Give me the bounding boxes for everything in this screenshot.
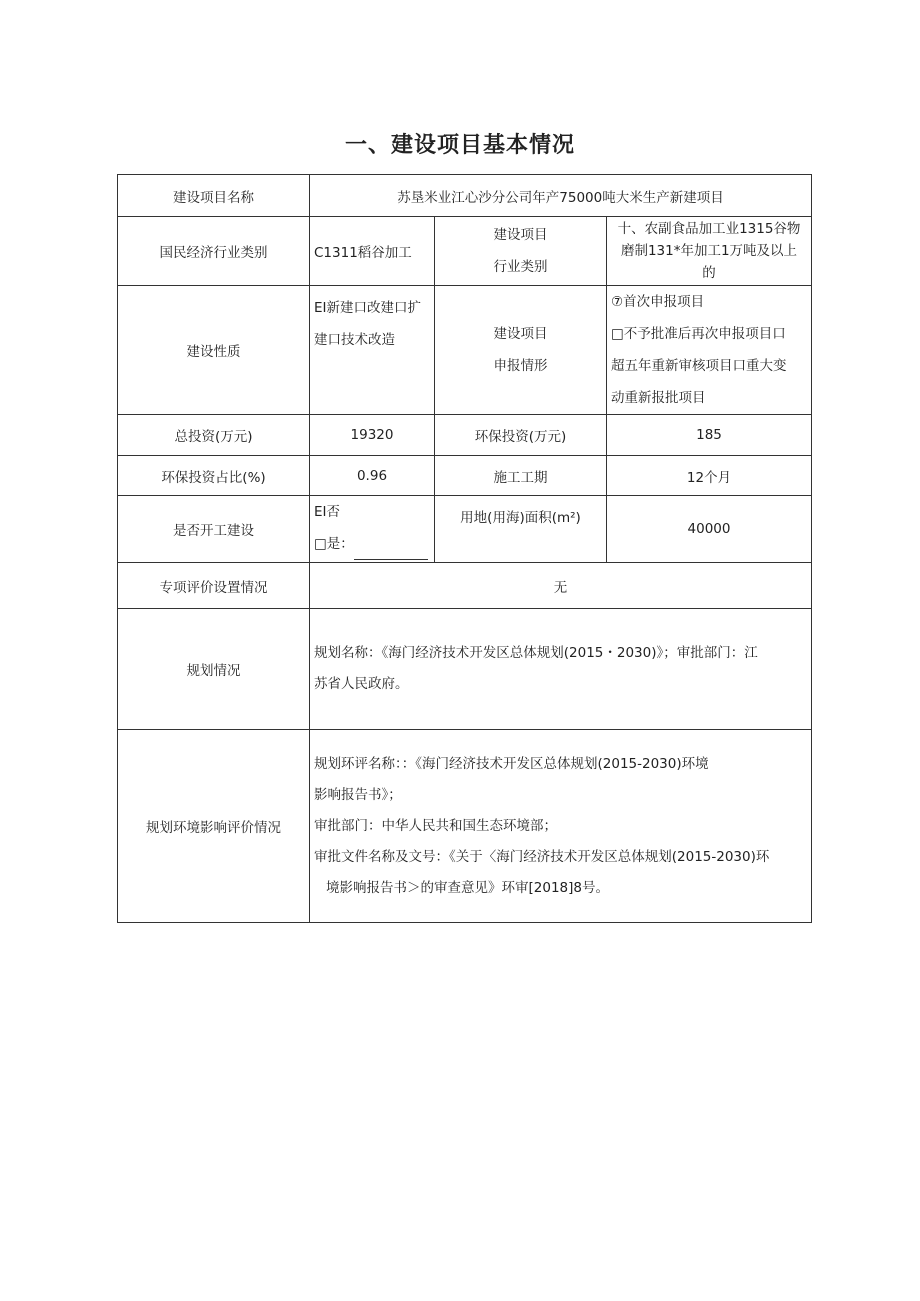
value-env-ratio: 0.96 bbox=[310, 456, 435, 496]
nature-options-line: 建口技术改造 bbox=[314, 332, 395, 348]
plan-eia-line: 规划环评名称：：《海门经济技术开发区总体规划(2015-2030)环境 bbox=[314, 755, 709, 772]
label-industry-category-line: 行业类别 bbox=[493, 259, 548, 275]
label-industry: 国民经济行业类别 bbox=[118, 217, 310, 286]
value-project-name: 苏垦米业江心沙分公司年产75000吨大米生产新建项目 bbox=[310, 175, 812, 217]
label-planning: 规划情况 bbox=[118, 609, 310, 730]
started-option-no: EI否 bbox=[314, 504, 341, 520]
label-env-investment: 环保投资(万元) bbox=[435, 415, 607, 456]
row-project-name bbox=[118, 175, 812, 217]
label-industry-category-line: 建设项目 bbox=[493, 227, 548, 243]
label-industry-category bbox=[435, 217, 607, 286]
planning-line: 苏省人民政府。 bbox=[314, 676, 409, 692]
row-plan-eia bbox=[118, 730, 812, 923]
value-construction-period: 12个月 bbox=[607, 456, 812, 496]
label-env-ratio: 环保投资占比(%) bbox=[118, 456, 310, 496]
label-started: 是否开工建设 bbox=[118, 496, 310, 563]
application-option-line: 超五年重新审核项目口重大变 bbox=[611, 358, 787, 374]
label-application bbox=[435, 286, 607, 415]
label-project-name: 建设项目名称 bbox=[118, 175, 310, 217]
application-option-line: 动重新报批项目 bbox=[611, 390, 706, 406]
row-started bbox=[118, 496, 812, 563]
plan-eia-line: 境影响报告书＞的审查意见》环审[2018]8号。 bbox=[326, 879, 609, 896]
plan-eia-line: 审批文件名称及文号：《关于〈海门经济技术开发区总体规划(2015-2030)环 bbox=[314, 848, 770, 865]
row-nature bbox=[118, 286, 812, 415]
value-special-eval: 无 bbox=[310, 563, 812, 609]
label-application-line: 建设项目 bbox=[493, 326, 548, 342]
value-env-investment: 185 bbox=[607, 415, 812, 456]
application-option-line: ⑦首次申报项目 bbox=[611, 294, 705, 310]
started-option-yes bbox=[314, 528, 430, 560]
project-info-table bbox=[117, 174, 812, 923]
label-plan-eia: 规划环境影响评价情况 bbox=[118, 730, 310, 923]
value-nature bbox=[310, 286, 435, 415]
label-nature: 建设性质 bbox=[118, 286, 310, 415]
value-industry-category-line: 十、农副食品加工业1315谷物 bbox=[617, 221, 801, 237]
page-title: 一、建设项目基本情况 bbox=[344, 133, 575, 158]
row-investment bbox=[118, 415, 812, 456]
blank-underline bbox=[354, 547, 428, 560]
plan-eia-line: 审批部门：中华人民共和国生态环境部； bbox=[314, 817, 557, 834]
value-planning bbox=[310, 609, 812, 730]
value-total-investment: 19320 bbox=[310, 415, 435, 456]
value-industry-category-line: 的 bbox=[702, 265, 716, 281]
value-industry-category-line: 磨制131*年加工1万吨及以上 bbox=[620, 243, 798, 259]
value-industry: C1311稻谷加工 bbox=[310, 217, 435, 286]
label-construction-period: 施工工期 bbox=[435, 456, 607, 496]
value-plan-eia bbox=[310, 730, 812, 923]
row-planning bbox=[118, 609, 812, 730]
row-ratio bbox=[118, 456, 812, 496]
label-total-investment: 总投资(万元) bbox=[118, 415, 310, 456]
nature-options-line: EI新建口改建口扩 bbox=[314, 300, 422, 316]
value-land-area: 40000 bbox=[607, 496, 812, 563]
label-application-line: 申报情形 bbox=[493, 358, 548, 374]
row-special-eval bbox=[118, 563, 812, 609]
value-application bbox=[607, 286, 812, 415]
application-option-line: □不予批准后再次申报项目口 bbox=[611, 326, 786, 342]
value-industry-category bbox=[607, 217, 812, 286]
planning-line: 规划名称：《海门经济技术开发区总体规划(2015・2030)》；审批部门：江 bbox=[314, 645, 758, 661]
label-land-area: 用地(用海)面积(m²) bbox=[435, 496, 607, 563]
plan-eia-line: 影响报告书》； bbox=[314, 786, 402, 803]
value-started bbox=[310, 496, 435, 563]
started-option-yes-label: □是： bbox=[314, 536, 354, 552]
row-industry bbox=[118, 217, 812, 286]
label-special-eval: 专项评价设置情况 bbox=[118, 563, 310, 609]
